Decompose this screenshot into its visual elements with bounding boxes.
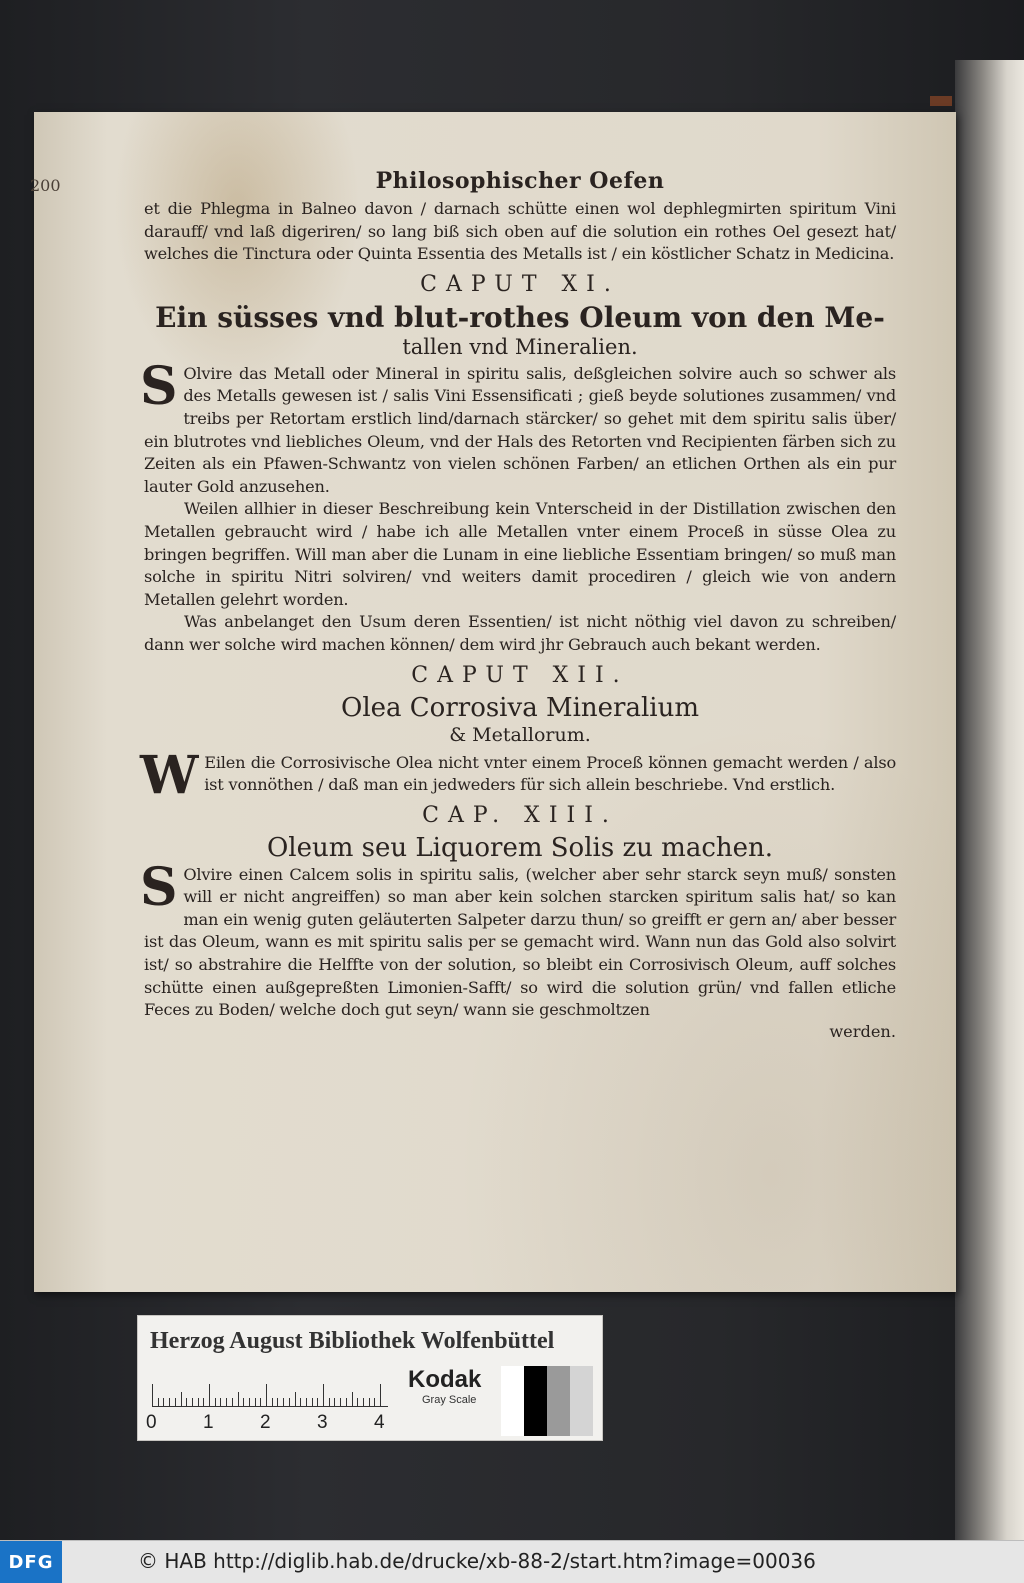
paragraph-text: Olvire das Metall oder Mineral in spiritu salis, deßgleichen solvire auch so schwer als des Metalls gewesen ist / salis Vini Essensificati ; gieß beyde solutiones zusammen/ vnd treibs per Retortam erstlich lind/darnach stärcker/ so gehet mit dem spiritu salis über/ ein blutrotes vnd liebliches Oleum, vnd der Hals des Retorten vnd Recipienten färben sich zu Zeiten als ein Pfawen-Schwantz von vielen schönen Farben/ an etlichen Orthen als ein pur lauter Gold anzusehen. <box>144 363 896 496</box>
ruler-number: 4 <box>374 1412 385 1433</box>
chapter-12-title: Olea Corrosiva Mineralium <box>341 692 699 723</box>
footer-bar <box>0 1540 1024 1583</box>
page-text <box>140 168 896 1041</box>
ruler-tick <box>152 1384 153 1406</box>
ruler-tick <box>317 1398 318 1406</box>
chapter-13-label: CAP. XIII. <box>422 802 618 828</box>
ruler-tick <box>272 1398 273 1406</box>
ruler-tick <box>340 1398 341 1406</box>
scale-ruler <box>152 1376 392 1410</box>
ruler-tick <box>203 1398 204 1406</box>
gray-patch <box>524 1366 547 1436</box>
ruler-tick <box>306 1398 307 1406</box>
ruler-tick <box>186 1398 187 1406</box>
catchword: werden. <box>829 1021 896 1041</box>
ruler-tick <box>329 1398 330 1406</box>
copyright-url[interactable]: © HAB http://diglib.hab.de/drucke/xb-88-2/start.htm?image=00036 <box>138 1549 816 1573</box>
ruler-tick <box>163 1398 164 1406</box>
ruler-numbers <box>146 1412 396 1436</box>
ruler-tick <box>266 1384 267 1406</box>
ruler-tick <box>289 1398 290 1406</box>
ruler-number: 0 <box>146 1412 157 1433</box>
ruler-tick <box>181 1392 182 1406</box>
dfg-logo: DFG <box>0 1541 62 1583</box>
ruler-tick <box>175 1398 176 1406</box>
ruler-tick <box>352 1392 353 1406</box>
gray-scale-label: Gray Scale <box>422 1394 477 1406</box>
ruler-tick <box>380 1384 381 1406</box>
ruler-tick <box>243 1398 244 1406</box>
chapter-12-subtitle: & Metallorum. <box>449 723 591 746</box>
clip-mark <box>930 96 952 106</box>
ruler-tick <box>255 1398 256 1406</box>
intro-paragraph: et die Phlegma in Balneo davon / darnach schütte einen wol dephlegmirten spiritum Vini darauff/ vnd laß digeriren/ so lang biß sich oben auf die solution ein rothes Oel gesezt hat/ welches die Tinctura oder Quinta Essentia des Metalls ist / ein köstlicher Schatz in Medicina. <box>144 199 896 264</box>
running-head: Philosophischer Oefen <box>375 168 665 194</box>
ruler-tick <box>215 1398 216 1406</box>
ruler-tick <box>249 1398 250 1406</box>
ruler-tick <box>295 1392 296 1406</box>
drop-cap: S <box>140 856 178 918</box>
chapter-11-paragraph-1 <box>140 355 896 499</box>
ruler-tick <box>238 1392 239 1406</box>
book-edge <box>955 60 1024 1540</box>
ruler-tick <box>363 1398 364 1406</box>
drop-cap: W <box>140 744 199 806</box>
ruler-tick <box>334 1398 335 1406</box>
paragraph-text: Olvire einen Calcem solis in spiritu salis, (welcher aber sehr starck seyn muß/ sonsten will er nicht angreiffen) so man aber kein solchen starcken spiritum salis hat/ so kan man ein wenig guten geläuterten Salpeter darzu thun/ so greifft er gern an/ aber besser ist das Oleum, wann es mit spiritu salis per se gemacht wird. Wann nun das Gold also solvirt ist/ so abstrahire die Helffte von der solution, so bleibt ein Corrosivisch Oleum, auff solches schütte einen außgepreßten Limonien-Safft/ so wird die solution grün/ vnd fallen etliche Feces zu Boden/ welche doch gut seyn/ wann sie geschmoltzen <box>144 864 896 1020</box>
ruler-tick <box>209 1384 210 1406</box>
ruler-tick <box>346 1398 347 1406</box>
kodak-logo: Kodak <box>408 1366 482 1393</box>
ruler-tick <box>226 1398 227 1406</box>
gray-patch <box>547 1366 570 1436</box>
ruler-tick <box>220 1398 221 1406</box>
chapter-11-label: CAPUT XI. <box>420 271 620 297</box>
ruler-tick <box>169 1398 170 1406</box>
ruler-number: 3 <box>317 1412 328 1433</box>
chapter-13-title: Oleum seu Liquorem Solis zu machen. <box>266 832 774 863</box>
gray-patch <box>570 1366 593 1436</box>
ruler-tick <box>374 1398 375 1406</box>
ruler-tick <box>357 1398 358 1406</box>
chapter-11-paragraph-2: Weilen allhier in dieser Beschreibung kein Vnterscheid in der Distillation zwischen den Metallen gebraucht wird / habe ich alle Metallen vnter einem Proceß in süsse Olea zu bringen begriffen. Will man aber die Lunam in eine liebliche Essentiam bringen/ so muß man solche in spiritu Nitri solviren/ vnd weiters damit procediren / gleich wie von andern Metallen gelehrt worden. <box>144 499 896 609</box>
ruler-tick <box>192 1398 193 1406</box>
ruler-line <box>152 1406 388 1407</box>
ruler-tick <box>369 1398 370 1406</box>
drop-cap: S <box>140 355 178 417</box>
chapter-11-subtitle: tallen vnd Mineralien. <box>402 334 638 359</box>
chapter-12-paragraph-1 <box>140 744 896 806</box>
color-target-card <box>137 1315 603 1441</box>
library-name: Herzog August Bibliothek Wolfenbüttel <box>150 1328 555 1354</box>
ruler-number: 2 <box>260 1412 271 1433</box>
chapter-12-label: CAPUT XII. <box>411 662 629 688</box>
ruler-tick <box>260 1398 261 1406</box>
page-number: 200 <box>30 176 61 195</box>
ruler-tick <box>158 1398 159 1406</box>
ruler-tick <box>277 1398 278 1406</box>
ruler-tick <box>300 1398 301 1406</box>
paragraph-text: Eilen die Corrosivische Olea nicht vnter einem Proceß können gemacht werden / also ist vonnöthen / daß man ein jedweders für sich allein beschriebe. Vnd erstlich. <box>204 752 896 795</box>
ruler-tick <box>312 1398 313 1406</box>
chapter-11-paragraph-3: Was anbelanget den Usum deren Essentien/ ist nicht nöthig viel davon zu schreiben/ dann wer solche wird machen können/ dem wird jhr Gebrauch auch bekant werden. <box>144 612 896 654</box>
ruler-tick <box>323 1384 324 1406</box>
ruler-number: 1 <box>203 1412 214 1433</box>
chapter-13-paragraph-1 <box>140 856 896 1022</box>
ruler-tick <box>283 1398 284 1406</box>
ruler-tick <box>232 1398 233 1406</box>
gray-scale-patches <box>501 1366 593 1436</box>
chapter-11-title: Ein süsses vnd blut-rothes Oleum von den Me- <box>155 300 885 334</box>
ruler-tick <box>198 1398 199 1406</box>
gray-patch <box>501 1366 524 1436</box>
